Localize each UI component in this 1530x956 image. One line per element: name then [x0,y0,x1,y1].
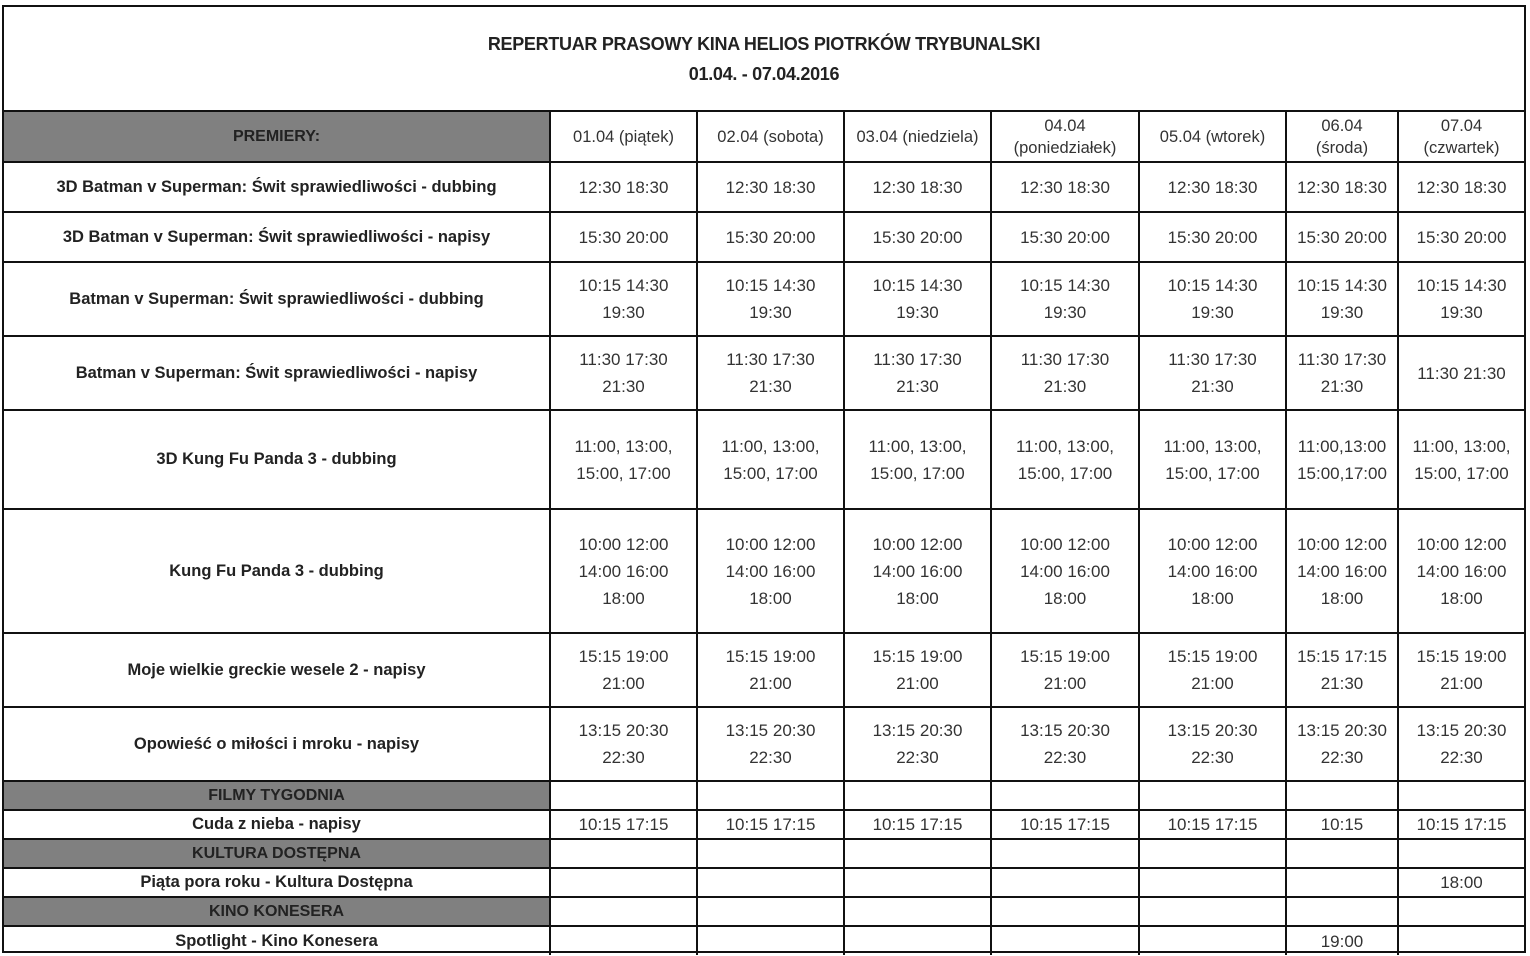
empty-cell [991,839,1139,868]
empty-cell [1139,897,1286,926]
showtime: 19:30 [1191,303,1234,322]
film-title: 3D Kung Fu Panda 3 - dubbing [4,410,550,509]
showtime-cell [1398,410,1524,509]
day-header [550,112,697,162]
film-title: Moje wielkie greckie wesele 2 - napisy [4,633,550,707]
showtime: 15:30 20:00 [1167,227,1258,247]
showtime-cell [991,162,1139,212]
showtime: 19:30 [749,303,792,322]
showtime-cell [844,410,991,509]
empty-cell [844,781,991,810]
title-block [4,7,1524,112]
day-header [844,112,991,162]
table-row [4,262,1524,336]
showtime: 10:00 12:00 [1167,534,1258,554]
showtime: 19:30 [1320,303,1364,322]
showtime: 12:30 18:30 [1416,177,1507,197]
showtime: 21:30 [602,377,645,396]
day-label: 07.04 [1440,116,1483,135]
section-header-row [4,897,1524,926]
showtime: 15:30 20:00 [725,227,816,247]
showtime: 12:30 18:30 [578,177,669,197]
showtime: 11:00, 13:00, [1412,436,1511,456]
showtime-cell [550,926,697,955]
header-row [4,112,1524,162]
showtime: 18:00 [1320,588,1364,608]
schedule-table [4,112,1524,955]
empty-cell [991,781,1139,810]
showtime-cell [1398,509,1524,633]
showtime-cell: 10:15 17:15 [844,810,991,839]
showtime: 10:00 12:00 [872,534,963,554]
showtime: 21:00 [1191,674,1234,693]
day-header [1139,112,1286,162]
showtime: 11:30 21:30 [1417,363,1506,383]
showtime-cell [844,509,991,633]
showtime: 10:15 14:30 [725,276,816,295]
empty-cell [697,839,844,868]
showtime: 18:00 [1191,588,1234,608]
showtime-cell [1398,162,1524,212]
showtime: 11:30 17:30 [726,350,815,369]
showtime: 13:15 20:30 [1297,721,1387,740]
showtime-cell: 10:15 17:15 [1139,810,1286,839]
showtime: 15:00, 17:00 [1414,463,1509,483]
empty-cell [1286,781,1398,810]
showtime: 10:15 14:30 [1416,276,1507,295]
showtime-cell [1398,262,1524,336]
film-title: Opowieść o miłości i mroku - napisy [4,707,550,781]
showtime: 14:00 16:00 [1020,561,1110,581]
day-label: 02.04 (sobota) [717,127,824,146]
showtime: 19:30 [1440,303,1483,322]
showtime: 15:15 19:00 [1416,647,1507,666]
showtime-cell [550,212,697,262]
showtime-cell [844,868,991,897]
showtime-cell: 10:15 17:15 [550,810,697,839]
empty-cell [844,839,991,868]
showtime: 12:30 18:30 [872,177,963,197]
showtime-cell [1286,262,1398,336]
film-title: Piąta pora roku - Kultura Dostępna [4,868,550,897]
showtime: 22:30 [1043,748,1087,767]
day-label: 03.04 (niedziela) [856,127,979,146]
showtime: 15:30 20:00 [872,227,963,247]
showtime-cell [991,926,1139,955]
showtime-cell [991,336,1139,410]
showtime: 13:15 20:30 [725,721,816,740]
showtime: 12:30 18:30 [1167,177,1258,197]
showtime: 13:15 20:30 [1416,721,1507,740]
showtime: 15:30 20:00 [1416,227,1507,247]
empty-cell [1398,839,1524,868]
table-row [4,509,1524,633]
showtime-cell [1286,868,1398,897]
table-row [4,707,1524,781]
empty-cell [697,897,844,926]
showtime: 10:15 14:30 [1297,276,1387,295]
empty-cell [1286,897,1398,926]
showtime: 15:15 17:15 [1297,647,1387,666]
showtime-cell [991,410,1139,509]
showtime-cell [697,162,844,212]
showtime-cell [697,926,844,955]
section-header: KINO KONESERA [4,897,550,926]
showtime-cell: 10:15 17:15 [697,810,844,839]
showtime: 18:00 [1440,588,1483,608]
showtime-cell [844,262,991,336]
schedule-sheet [2,5,1526,953]
empty-cell [550,839,697,868]
showtime: 22:30 [1440,748,1483,767]
showtime-cell [1286,336,1398,410]
showtime: 14:00 16:00 [1167,561,1258,581]
showtime: 13:15 20:30 [872,721,963,740]
showtime-cell [550,410,697,509]
showtime-cell [1286,162,1398,212]
showtime-cell [697,212,844,262]
showtime: 21:30 [1320,377,1364,396]
showtime: 10:00 12:00 [1297,534,1387,554]
showtime-cell [697,336,844,410]
film-title: Cuda z nieba - napisy [4,810,550,839]
page-title: REPERTUAR PRASOWY KINA HELIOS PIOTRKÓW TRYBUNALSKI [487,33,1041,54]
empty-cell [844,897,991,926]
showtime-cell [1286,633,1398,707]
showtime: 21:00 [1043,674,1087,693]
showtime-cell [697,410,844,509]
showtime: 15:00,17:00 [1297,463,1387,483]
showtime: 15:15 19:00 [578,647,669,666]
showtime: 11:00, 13:00, [721,436,820,456]
showtime: 11:30 17:30 [1168,350,1257,369]
showtime-cell [1139,509,1286,633]
showtime-cell [991,262,1139,336]
day-label: 06.04 [1321,116,1363,135]
film-title: 3D Batman v Superman: Świt sprawiedliwości - dubbing [4,162,550,212]
showtime-cell [550,633,697,707]
showtime: 10:15 14:30 [578,276,669,295]
empty-cell [991,897,1139,926]
section-header: KULTURA DOSTĘPNA [4,839,550,868]
showtime-cell [550,262,697,336]
date-range: 01.04. - 07.04.2016 [688,63,840,84]
showtime: 19:30 [896,303,939,322]
film-title: Spotlight - Kino Konesera [4,926,550,955]
day-header [1286,112,1398,162]
empty-cell [1398,897,1524,926]
weekday-label: (czwartek) [1423,138,1500,157]
showtime: 22:30 [602,748,645,767]
showtime-cell [1286,410,1398,509]
showtime-cell [1398,336,1524,410]
day-label: 04.04 [1044,116,1086,135]
showtime: 11:30 17:30 [1297,350,1387,369]
showtime: 15:15 19:00 [1167,647,1258,666]
showtime-cell: 10:15 17:15 [1398,810,1524,839]
showtime: 15:30 20:00 [1020,227,1110,247]
showtime: 21:30 [896,377,939,396]
showtime: 11:00, 13:00, [1016,436,1114,456]
showtime: 13:15 20:30 [1167,721,1258,740]
empty-cell [1286,839,1398,868]
showtime: 13:15 20:30 [578,721,669,740]
showtime-cell [991,633,1139,707]
showtime: 18:00 [1043,588,1087,608]
showtime: 15:00, 17:00 [1165,463,1260,483]
showtime-cell [1398,633,1524,707]
showtime: 10:00 12:00 [578,534,669,554]
showtime-cell [1139,633,1286,707]
showtime-cell [697,633,844,707]
section-header-premiery: PREMIERY: [4,112,550,162]
showtime: 15:15 19:00 [725,647,816,666]
showtime: 11:30 17:30 [1020,350,1110,369]
showtime: 11:30 17:30 [873,350,962,369]
showtime-cell [844,336,991,410]
showtime: 21:30 [749,377,792,396]
showtime: 10:15 14:30 [1167,276,1258,295]
showtime: 18:00 [896,588,939,608]
showtime: 11:00, 13:00, [868,436,967,456]
showtime: 10:00 12:00 [1020,534,1110,554]
showtime: 18:00 [749,588,792,608]
showtime: 22:30 [896,748,939,767]
section-header-row [4,781,1524,810]
showtime: 19:30 [1043,303,1087,322]
showtime-cell [991,707,1139,781]
table-row [4,868,1524,897]
showtime-cell [550,509,697,633]
showtime: 10:00 12:00 [725,534,816,554]
showtime-cell [991,868,1139,897]
showtime-cell [697,868,844,897]
showtime-cell [1139,262,1286,336]
table-row [4,212,1524,262]
showtime: 22:30 [1191,748,1234,767]
empty-cell [1398,781,1524,810]
showtime: 14:00 16:00 [872,561,963,581]
empty-cell [1139,781,1286,810]
showtime: 12:30 18:30 [1297,177,1387,197]
film-title: 3D Batman v Superman: Świt sprawiedliwości - napisy [4,212,550,262]
showtime-cell [697,707,844,781]
film-title: Kung Fu Panda 3 - dubbing [4,509,550,633]
weekday-label: (poniedziałek) [1013,138,1117,157]
showtime-cell [550,162,697,212]
showtime: 14:00 16:00 [1416,561,1507,581]
showtime-cell [1286,212,1398,262]
showtime-cell [991,212,1139,262]
showtime: 12:30 18:30 [725,177,816,197]
showtime: 15:30 20:00 [1297,227,1387,247]
showtime: 19:30 [602,303,645,322]
showtime-cell: 19:00 [1286,926,1398,955]
showtime-cell [844,633,991,707]
day-header [1398,112,1524,162]
showtime-cell [1398,707,1524,781]
showtime-cell [697,262,844,336]
showtime: 15:00, 17:00 [1017,463,1113,483]
film-title: Batman v Superman: Świt sprawiedliwości - dubbing [4,262,550,336]
showtime-cell [550,707,697,781]
empty-cell [550,897,697,926]
showtime-cell [1139,868,1286,897]
showtime: 21:00 [1440,674,1483,693]
showtime-cell [991,509,1139,633]
showtime: 21:30 [1191,377,1234,396]
section-header-row [4,839,1524,868]
day-header [991,112,1139,162]
table-row [4,410,1524,509]
showtime-cell [844,707,991,781]
showtime-cell [1398,926,1524,955]
showtime-cell [844,212,991,262]
showtime: 21:00 [749,674,792,693]
showtime-cell: 10:15 17:15 [991,810,1139,839]
showtime-cell [550,336,697,410]
showtime: 14:00 16:00 [578,561,669,581]
showtime-cell [1139,162,1286,212]
showtime-cell [1139,926,1286,955]
section-header: FILMY TYGODNIA [4,781,550,810]
table-row [4,810,1524,839]
showtime: 13:15 20:30 [1020,721,1110,740]
showtime: 10:00 12:00 [1416,534,1507,554]
showtime: 22:30 [1320,748,1364,767]
day-header [697,112,844,162]
showtime-cell [1286,509,1398,633]
showtime-cell [844,926,991,955]
showtime: 10:15 14:30 [872,276,963,295]
table-row [4,162,1524,212]
showtime-cell [1286,707,1398,781]
empty-cell [1139,839,1286,868]
showtime: 22:30 [749,748,792,767]
empty-cell [697,781,844,810]
showtime: 14:00 16:00 [1297,561,1387,581]
table-row [4,633,1524,707]
showtime-cell [550,868,697,897]
showtime: 14:00 16:00 [725,561,816,581]
showtime: 21:30 [1043,377,1087,396]
showtime-cell [1139,336,1286,410]
showtime: 15:30 20:00 [578,227,669,247]
showtime: 11:30 17:30 [579,350,668,369]
showtime: 11:00,13:00 [1297,436,1387,456]
showtime: 10:15 14:30 [1020,276,1110,295]
showtime: 18:00 [602,588,645,608]
day-label: 05.04 (wtorek) [1159,127,1266,146]
showtime: 11:00, 13:00, [574,436,673,456]
table-row [4,336,1524,410]
showtime: 15:15 19:00 [872,647,963,666]
showtime-cell [1139,410,1286,509]
showtime: 15:00, 17:00 [870,463,965,483]
showtime-cell [1139,707,1286,781]
showtime: 11:00, 13:00, [1163,436,1262,456]
day-label: 01.04 (piątek) [573,127,674,146]
showtime: 12:30 18:30 [1020,177,1110,197]
showtime-cell: 18:00 [1398,868,1524,897]
showtime: 21:00 [602,674,645,693]
showtime: 21:00 [896,674,939,693]
showtime: 15:00, 17:00 [576,463,671,483]
showtime: 15:00, 17:00 [723,463,818,483]
showtime-cell [697,509,844,633]
showtime: 15:15 19:00 [1020,647,1110,666]
empty-cell [550,781,697,810]
showtime-cell [1139,212,1286,262]
table-row [4,926,1524,955]
film-title: Batman v Superman: Świt sprawiedliwości - napisy [4,336,550,410]
showtime: 21:30 [1320,674,1364,693]
showtime-cell: 10:15 [1286,810,1398,839]
showtime-cell [1398,212,1524,262]
showtime-cell [844,162,991,212]
weekday-label: (środa) [1315,138,1369,157]
